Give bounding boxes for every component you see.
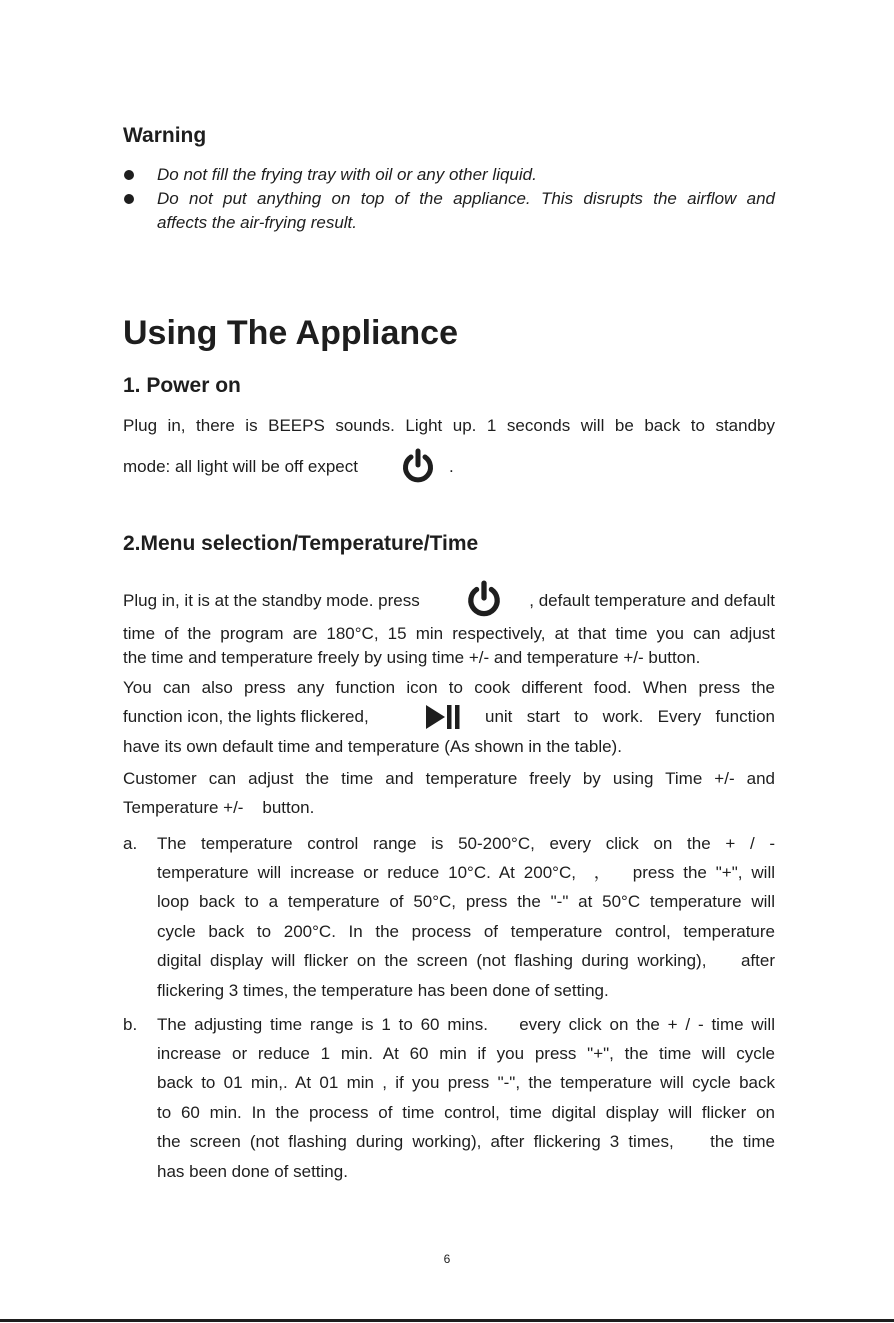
menu-p2-line-2-end: unit start to work. Every function: [485, 707, 775, 726]
page-bottom-rule: [0, 1319, 894, 1322]
list-marker-b: b.: [123, 1015, 138, 1034]
menu-p2-line-1: You can also press any function icon to cook different food. When press the: [123, 678, 775, 697]
list-item-b-line: the screen (not flashing during working), after flickering 3 times, the time: [157, 1132, 775, 1151]
list-item-a-line: cycle back to 200°C. In the process of temperature control, temperature: [157, 922, 775, 941]
warning-item-2-line-2: affects the air-frying result.: [157, 213, 357, 232]
menu-p1-line-1-end: , default temperature and default: [529, 591, 775, 610]
warning-item-2-line-1: Do not put anything on top of the appliance. This disrupts the airflow and: [157, 189, 775, 208]
menu-p3-line-2: Temperature +/- button.: [123, 798, 315, 817]
menu-p2-line-2-start: function icon, the lights flickered,: [123, 707, 369, 726]
list-item-a-line: digital display will flicker on the screen (not flashing during working), after: [157, 951, 775, 970]
bullet-icon: [124, 170, 134, 180]
list-item-b-line: back to 01 min,. At 01 min , if you press "-", the temperature will cycle back: [157, 1073, 775, 1092]
play-pause-icon: [425, 704, 461, 730]
list-item-b-line: The adjusting time range is 1 to 60 mins. every click on the + / - time will: [157, 1015, 775, 1034]
menu-p2-line-3: have its own default time and temperature (As shown in the table).: [123, 737, 622, 756]
list-item-a-line: The temperature control range is 50-200°C, every click on the + / -: [157, 834, 775, 853]
power-on-line-2-end: .: [449, 457, 454, 476]
list-item-a-line: temperature will increase or reduce 10°C. At 200°C, ， press the "+", will: [157, 863, 775, 882]
list-item-b-line: to 60 min. In the process of time control, time digital display will flicker on: [157, 1103, 775, 1122]
menu-p1-line-3: the time and temperature freely by using time +/- and temperature +/- button.: [123, 648, 701, 667]
list-marker-a: a.: [123, 834, 138, 853]
menu-p1-line-2: time of the program are 180°C, 15 min respectively, at that time you can adjust: [123, 624, 775, 643]
warning-item-1: Do not fill the frying tray with oil or any other liquid.: [157, 165, 537, 184]
power-on-heading: 1. Power on: [123, 374, 241, 397]
list-item-a-line: loop back to a temperature of 50°C, press the "-" at 50°C temperature will: [157, 892, 775, 911]
warning-heading: Warning: [123, 124, 207, 147]
menu-p1-line-1-start: Plug in, it is at the standby mode. press: [123, 591, 420, 610]
section-title: Using The Appliance: [123, 314, 459, 352]
list-item-b-line: increase or reduce 1 min. At 60 min if you press "+", the time will cycle: [157, 1044, 775, 1063]
power-icon: [400, 448, 436, 484]
menu-p3-line-1: Customer can adjust the time and temperature freely by using Time +/- and: [123, 769, 775, 788]
power-on-line-1: Plug in, there is BEEPS sounds. Light up. 1 seconds will be back to standby: [123, 416, 775, 435]
page-number: 6: [443, 1252, 451, 1266]
power-on-line-2-text: mode: all light will be off expect: [123, 457, 358, 476]
bullet-icon: [124, 194, 134, 204]
list-item-a-line: flickering 3 times, the temperature has been done of setting.: [157, 981, 609, 1000]
list-item-b-line: has been done of setting.: [157, 1162, 348, 1181]
power-icon: [465, 580, 503, 618]
menu-heading: 2.Menu selection/Temperature/Time: [123, 532, 479, 555]
